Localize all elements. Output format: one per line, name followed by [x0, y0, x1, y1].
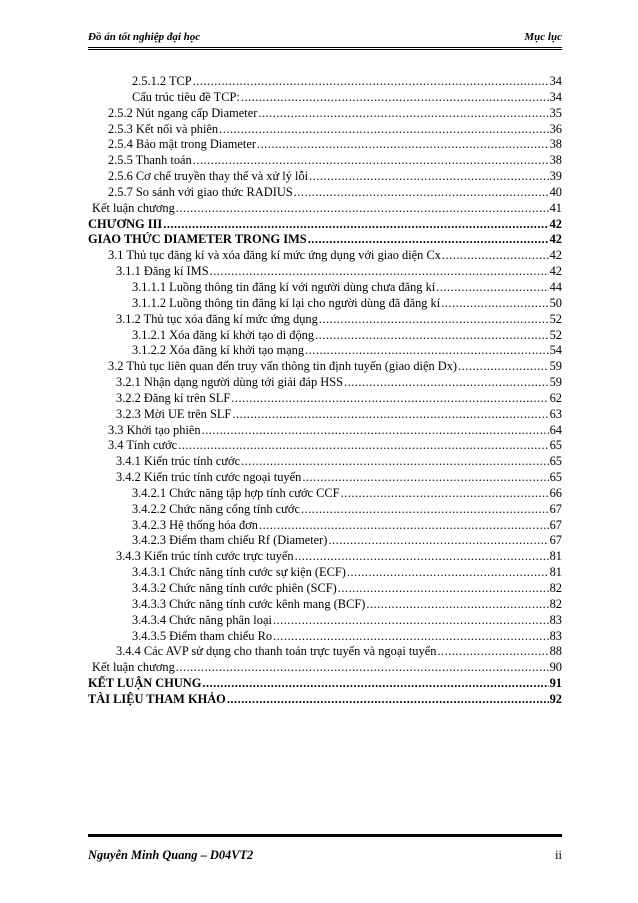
toc-entry-title: KẾT LUẬN CHUNG	[88, 676, 202, 691]
toc-entry-page: 92	[549, 691, 562, 706]
toc-entry[interactable]	[88, 296, 562, 312]
toc-entry[interactable]	[88, 264, 562, 280]
toc-leader-dots	[328, 533, 548, 548]
toc-leader-dots	[202, 676, 548, 691]
toc-leader-dots	[305, 343, 549, 358]
toc-entry-title: 3.4.3.3 Chức năng tính cước kênh mang (BCF)	[132, 596, 366, 611]
toc-entry-page: 65	[549, 470, 562, 485]
toc-entry[interactable]	[88, 629, 562, 645]
toc-leader-dots	[176, 660, 549, 675]
toc-entry-page: 54	[549, 343, 562, 358]
toc-entry-title: CHƯƠNG III	[88, 216, 163, 231]
toc-leader-dots	[227, 692, 549, 707]
toc-entry-title: 3.2.1 Nhận dạng người dùng tới giải đáp HSS	[116, 375, 344, 390]
toc-entry-page: 91	[549, 676, 562, 691]
toc-entry-title: 2.5.4 Bảo mật trong Diameter	[108, 137, 256, 152]
toc-entry[interactable]	[88, 533, 562, 549]
toc-entry-page: 81	[549, 565, 562, 580]
toc-entry-page: 59	[549, 375, 562, 390]
toc-entry[interactable]	[88, 122, 562, 138]
toc-entry[interactable]	[88, 185, 562, 201]
toc-entry[interactable]	[88, 232, 562, 248]
toc-leader-dots	[437, 644, 548, 659]
toc-entry-title: Kết luận chương	[92, 660, 175, 675]
toc-entry-title: 2.5.2 Nút ngang cấp Diameter	[108, 105, 258, 120]
toc-leader-dots	[176, 201, 549, 216]
toc-entry-page: 42	[549, 216, 562, 231]
toc-entry-page: 36	[549, 121, 562, 136]
toc-entry-page: 65	[549, 438, 562, 453]
toc-entry-page: 62	[549, 390, 562, 405]
toc-entry-page: 67	[549, 517, 562, 532]
toc-entry[interactable]	[88, 438, 562, 454]
toc-entry-page: 63	[549, 406, 562, 421]
toc-entry[interactable]	[88, 169, 562, 185]
header-section: Mục lục	[524, 31, 562, 43]
toc-entry-title: 3.2 Thủ tục liên quan đến truy vấn thông tin định tuyến (giao diện Dx)	[108, 359, 458, 374]
toc-leader-dots	[193, 153, 549, 168]
toc-entry[interactable]	[88, 613, 562, 629]
toc-entry-page: 88	[549, 644, 562, 659]
toc-entry[interactable]	[88, 343, 562, 359]
toc-entry[interactable]	[88, 90, 562, 106]
toc-entry-page: 50	[549, 295, 562, 310]
toc-entry[interactable]	[88, 454, 562, 470]
toc-entry[interactable]	[88, 565, 562, 581]
toc-entry[interactable]	[88, 486, 562, 502]
toc-entry-page: 81	[549, 549, 562, 564]
toc-leader-dots	[257, 137, 549, 152]
toc-entry-page: 44	[549, 279, 562, 294]
toc-entry-title: 3.1 Thủ tục đăng kí và xóa đăng kí mức ứng dụng với giao diện Cx	[108, 248, 441, 263]
toc-entry-title: 3.1.1.2 Luồng thông tin đăng kí lại cho người dùng đã đăng kí	[132, 295, 441, 310]
toc-leader-dots	[219, 122, 548, 137]
toc-entry-page: 34	[549, 74, 562, 88]
toc-entry[interactable]	[88, 518, 562, 534]
toc-entry-title: 3.4.3 Kiến trúc tính cước trực tuyến	[116, 549, 294, 564]
toc-leader-dots	[366, 597, 548, 612]
toc-entry-title: GIAO THỨC DIAMETER TRONG IMS	[88, 232, 307, 247]
toc-entry[interactable]	[88, 248, 562, 264]
toc-entry-page: 52	[549, 311, 562, 326]
toc-entry-page: 82	[549, 581, 562, 595]
toc-entry[interactable]	[88, 470, 562, 486]
toc-entry-page: 42	[549, 232, 562, 247]
toc-leader-dots	[441, 296, 548, 311]
toc-entry-title: 3.4.3.2 Chức năng tính cước phiên (SCF)	[132, 581, 337, 595]
toc-entry-title: 3.3 Khởi tạo phiên	[108, 422, 201, 437]
toc-leader-dots	[210, 264, 549, 279]
toc-entry-page: 52	[549, 327, 562, 342]
toc-leader-dots	[344, 375, 549, 390]
toc-entry-title: Kết luận chương	[92, 200, 175, 215]
toc-leader-dots	[308, 232, 549, 247]
toc-entry-page: 64	[549, 422, 562, 437]
toc-entry-title: 3.4.3.4 Chức năng phân loại	[132, 612, 272, 627]
toc-entry[interactable]	[88, 407, 562, 423]
toc-leader-dots	[178, 438, 548, 453]
toc-leader-dots	[273, 629, 549, 644]
toc-entry-title: 3.4.2 Kiến trúc tính cước ngoại tuyến	[116, 470, 302, 485]
toc-entry[interactable]	[88, 692, 562, 708]
toc-entry-page: 35	[549, 105, 562, 120]
toc-entry[interactable]	[88, 328, 562, 344]
toc-entry-title: 3.4.4 Các AVP sử dụng cho thanh toán trực tuyến và ngoại tuyến	[116, 644, 437, 659]
toc-leader-dots	[241, 454, 549, 469]
toc-leader-dots	[436, 280, 548, 295]
toc-entry[interactable]	[88, 153, 562, 169]
toc-entry[interactable]	[88, 375, 562, 391]
toc-entry-page: 83	[549, 612, 562, 627]
toc-leader-dots	[241, 90, 549, 105]
toc-entry[interactable]	[88, 676, 562, 692]
toc-entry-title: TÀI LIỆU THAM KHẢO	[88, 691, 226, 706]
toc-entry[interactable]	[88, 597, 562, 613]
toc-leader-dots	[193, 74, 549, 89]
toc-entry-title: 3.1.2.2 Xóa đăng kí khởi tạo mạng	[132, 343, 305, 358]
toc-leader-dots	[338, 581, 549, 596]
toc-entry-page: 90	[549, 660, 562, 675]
toc-entry-title: 3.4.1 Kiến trúc tính cước	[116, 454, 241, 469]
toc-leader-dots	[163, 217, 548, 232]
toc-entry-title: 3.1.2.1 Xóa đăng kí khởi tạo di động	[132, 327, 315, 342]
toc-leader-dots	[301, 502, 549, 517]
toc-entry-title: Cấu trúc tiêu đề TCP:	[132, 89, 240, 104]
toc-leader-dots	[294, 185, 549, 200]
toc-entry-title: 3.4.2.2 Chức năng cổng tính cước	[132, 501, 300, 516]
toc-leader-dots	[259, 518, 549, 533]
toc-entry-page: 66	[549, 485, 562, 500]
footer-rule	[88, 834, 562, 837]
toc-leader-dots	[309, 169, 548, 184]
toc-leader-dots	[302, 470, 548, 485]
header-rule	[88, 47, 562, 50]
toc-leader-dots	[319, 312, 549, 327]
toc-entry-title: 3.4.3.5 Điểm tham chiếu Ro	[132, 628, 273, 643]
toc-entry-title: 3.1.1.1 Luồng thông tin đăng kí với người dùng chưa đăng kí	[132, 279, 436, 294]
toc-entry-page: 67	[549, 501, 562, 516]
toc-leader-dots	[341, 486, 549, 501]
toc-entry-title: 2.5.6 Cơ chế truyền thay thế và xử lý lỗi	[108, 169, 309, 184]
toc-entry-title: 3.2.2 Đăng kí trên SLF	[116, 390, 231, 405]
toc-entry[interactable]	[88, 423, 562, 439]
toc-entry[interactable]	[88, 280, 562, 296]
page-header	[88, 31, 562, 43]
toc-entry-page: 42	[549, 264, 562, 279]
toc-leader-dots	[442, 248, 549, 263]
toc-entry-page: 42	[549, 248, 562, 263]
toc-entry-page: 83	[549, 628, 562, 643]
footer-author: Nguyễn Minh Quang – D04VT2	[88, 848, 254, 862]
toc-entry[interactable]	[88, 549, 562, 565]
toc-entry[interactable]	[88, 106, 562, 122]
toc-entry-title: 2.5.5 Thanh toán	[108, 153, 192, 168]
toc-entry-title: 2.5.1.2 TCP	[132, 74, 192, 88]
toc-leader-dots	[202, 423, 549, 438]
toc-entry-page: 39	[549, 169, 562, 184]
toc-entry-title: 3.4.2.1 Chức năng tập hợp tính cước CCF	[132, 485, 340, 500]
toc-entry[interactable]	[88, 581, 562, 597]
toc-entry-page: 65	[549, 454, 562, 469]
toc-leader-dots	[273, 613, 549, 628]
toc-entry[interactable]	[88, 644, 562, 660]
header-title: Đồ án tốt nghiệp đại học	[88, 31, 201, 43]
toc-entry-page: 82	[549, 596, 562, 611]
toc-entry-title: 3.1.1 Đăng kí IMS	[116, 264, 209, 279]
toc-entry[interactable]	[88, 74, 562, 90]
toc-entry-page: 41	[549, 200, 562, 215]
toc-leader-dots	[258, 106, 548, 121]
toc-entry[interactable]	[88, 137, 562, 153]
toc-leader-dots	[295, 549, 549, 564]
toc-entry-title: 3.2.3 Mời UE trên SLF	[116, 406, 232, 421]
toc-entry-page: 38	[549, 137, 562, 152]
toc-leader-dots	[347, 565, 549, 580]
toc-entry[interactable]	[88, 502, 562, 518]
toc-entry-title: 2.5.7 So sánh với giao thức RADIUS	[108, 184, 293, 199]
toc-entry-page: 67	[549, 533, 562, 548]
toc-entry-page: 40	[549, 184, 562, 199]
toc-entry[interactable]	[88, 391, 562, 407]
toc-entry[interactable]	[88, 312, 562, 328]
toc-entry-page: 34	[549, 89, 562, 104]
toc-leader-dots	[315, 328, 549, 343]
footer-page-number: ii	[555, 848, 562, 862]
toc-entry-title: 3.1.2 Thủ tục xóa đăng kí mức ứng dụng	[116, 311, 318, 326]
toc-entry[interactable]	[88, 359, 562, 375]
toc-leader-dots	[458, 359, 549, 374]
toc-entry[interactable]	[88, 201, 562, 217]
toc-entry[interactable]	[88, 660, 562, 676]
toc-leader-dots	[231, 391, 548, 406]
toc-entry-title: 3.4.2.3 Điểm tham chiếu Rf (Diameter)	[132, 533, 328, 548]
toc-leader-dots	[232, 407, 548, 422]
toc-entry-page: 38	[549, 153, 562, 168]
toc-entry-title: 3.4 Tính cước	[108, 438, 178, 453]
table-of-contents	[88, 74, 562, 708]
toc-entry-title: 2.5.3 Kết nối và phiên	[108, 121, 219, 136]
toc-entry-title: 3.4.2.3 Hệ thống hóa đơn	[132, 517, 258, 532]
toc-entry[interactable]	[88, 217, 562, 233]
page-footer	[88, 848, 562, 863]
toc-entry-title: 3.4.3.1 Chức năng tính cước sự kiện (ECF)	[132, 565, 346, 580]
toc-entry-page: 59	[549, 359, 562, 374]
